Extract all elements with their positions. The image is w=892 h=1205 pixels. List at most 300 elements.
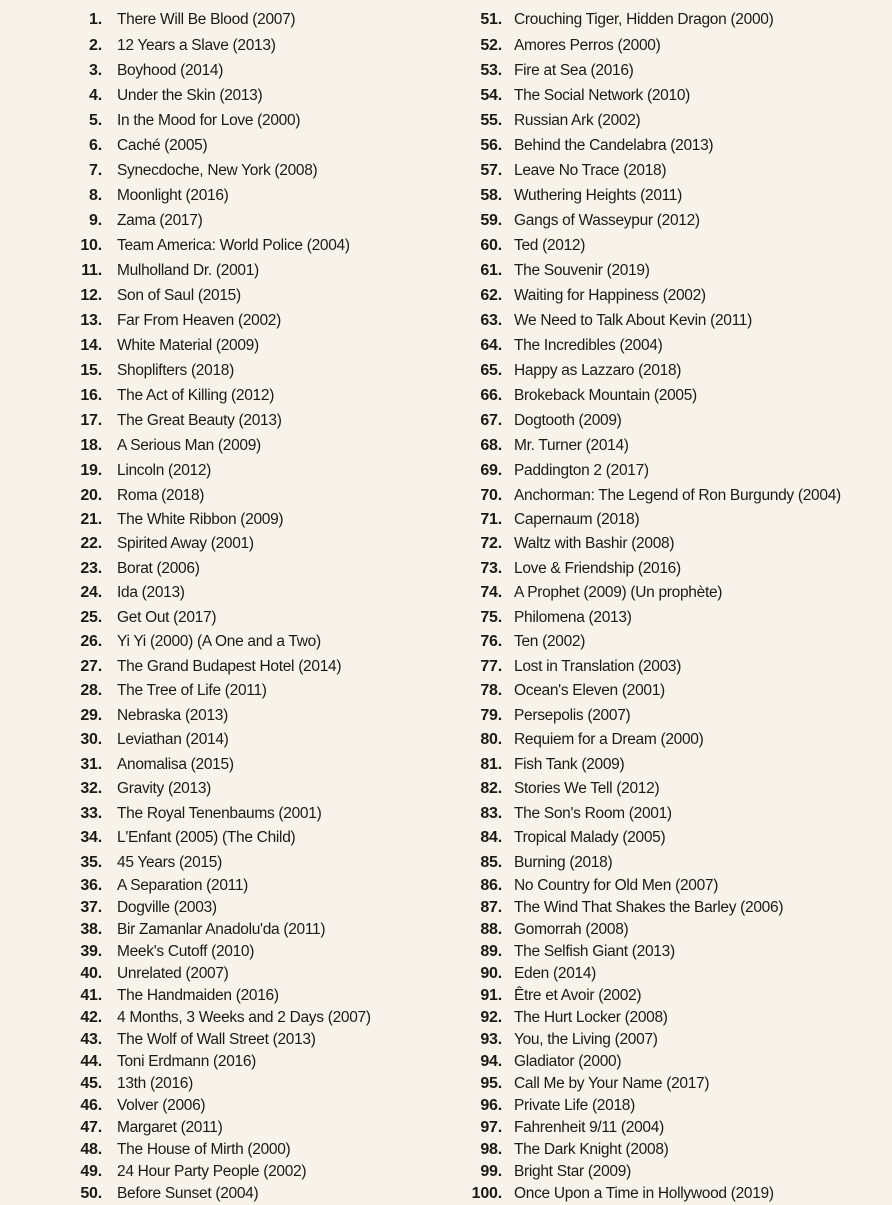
list-item [0,655,440,680]
film-rank: 15. [80,361,102,379]
film-rank: 63. [480,311,502,329]
film-rank: 49. [80,1163,102,1181]
list-item [0,333,440,358]
film-rank: 58. [480,186,502,204]
list-item [440,919,892,941]
film-title: The House of Mirth (2000) [117,1141,291,1159]
film-title: Meek's Cutoff (2010) [117,943,255,961]
film-title: Philomena (2013) [514,608,632,626]
film-title: Dogville (2003) [117,899,217,917]
film-rank: 31. [80,755,102,773]
list-item [0,1117,440,1139]
film-title: 4 Months, 3 Weeks and 2 Days (2007) [117,1009,371,1027]
film-title: A Prophet (2009) (Un prophète) [514,584,723,602]
film-rank: 7. [89,161,102,179]
film-title: 12 Years a Slave (2013) [117,36,276,54]
film-rank: 22. [80,535,102,553]
list-item [0,985,440,1007]
film-title: Waltz with Bashir (2008) [514,535,675,553]
film-title: Mulholland Dr. (2001) [117,261,259,279]
film-rank: 69. [480,461,502,479]
film-rank: 10. [80,236,102,254]
list-item [440,383,892,408]
film-title: Zama (2017) [117,211,203,229]
film-rank: 4. [89,86,102,104]
film-rank: 66. [480,386,502,404]
list-item [440,158,892,183]
film-rank: 97. [480,1119,502,1137]
list-item [0,33,440,58]
film-title: Fish Tank (2009) [514,755,625,773]
film-title: Get Out (2017) [117,608,217,626]
list-item [0,58,440,83]
film-title: Burning (2018) [514,853,613,871]
list-item [440,458,892,483]
film-rank: 28. [80,682,102,700]
film-title: Spirited Away (2001) [117,535,254,553]
film-rank: 6. [89,136,102,154]
film-rank: 45. [80,1075,102,1093]
film-title: Anchorman: The Legend of Ron Burgundy (2004) [514,486,841,504]
film-rank: 75. [480,608,502,626]
film-rank: 74. [480,584,502,602]
film-title: Leave No Trace (2018) [514,161,667,179]
film-rank: 2. [89,36,102,54]
film-title: Paddington 2 (2017) [514,461,649,479]
film-rank: 88. [480,921,502,939]
list-item [0,108,440,133]
list-item [440,963,892,985]
film-title: Bright Star (2009) [514,1163,631,1181]
film-title: White Material (2009) [117,336,259,354]
film-rank: 11. [81,261,102,279]
film-title: Behind the Candelabra (2013) [514,136,714,154]
film-rank: 13. [80,311,102,329]
list-item [0,433,440,458]
film-title: Russian Ark (2002) [514,111,641,129]
film-rank: 87. [480,899,502,917]
list-item [0,1183,440,1205]
film-list-column-right [440,8,892,1205]
list-item [0,258,440,283]
list-item [0,308,440,333]
list-item [440,1073,892,1095]
film-rank: 18. [80,436,102,454]
film-rank: 76. [480,633,502,651]
list-item [440,679,892,704]
film-title: Boyhood (2014) [117,61,224,79]
list-item [0,483,440,508]
film-title: Private Life (2018) [514,1097,635,1115]
film-rank: 39. [80,943,102,961]
list-item [440,233,892,258]
list-item [0,941,440,963]
film-title: Anomalisa (2015) [117,755,234,773]
film-rank: 93. [480,1031,502,1049]
film-rank: 99. [480,1163,502,1181]
film-title: The Royal Tenenbaums (2001) [117,804,322,822]
film-title: You, the Living (2007) [514,1031,658,1049]
film-rank: 25. [80,608,102,626]
film-title: The Dark Knight (2008) [514,1141,669,1159]
list-item [0,630,440,655]
film-rank: 19. [80,461,102,479]
film-title: Synecdoche, New York (2008) [117,161,318,179]
list-item [440,1161,892,1183]
film-title: Under the Skin (2013) [117,86,263,104]
list-item [440,777,892,802]
film-title: Fire at Sea (2016) [514,61,634,79]
film-title: The Social Network (2010) [514,86,690,104]
film-rank: 85. [480,853,502,871]
list-item [440,58,892,83]
film-rank: 89. [480,943,502,961]
film-title: Toni Erdmann (2016) [117,1053,257,1071]
film-rank: 56. [480,136,502,154]
film-rank: 40. [80,965,102,983]
list-item [0,1073,440,1095]
list-item [0,704,440,729]
list-item [440,133,892,158]
list-item [440,728,892,753]
film-title: A Serious Man (2009) [117,436,261,454]
film-title: Gangs of Wasseypur (2012) [514,211,700,229]
film-rank: 53. [480,61,502,79]
film-title: Wuthering Heights (2011) [514,186,682,204]
film-rank: 20. [80,486,102,504]
list-item [440,8,892,33]
film-title: Volver (2006) [117,1097,206,1115]
list-item [440,753,892,778]
film-rank: 86. [480,877,502,895]
film-title: Caché (2005) [117,136,208,154]
film-title: Ocean's Eleven (2001) [514,682,665,700]
film-rank: 32. [80,780,102,798]
list-item [0,875,440,897]
list-item [0,508,440,533]
list-item [440,183,892,208]
film-title: In the Mood for Love (2000) [117,111,301,129]
film-title: The Hurt Locker (2008) [514,1009,668,1027]
list-item [440,655,892,680]
film-rank: 72. [480,535,502,553]
list-item [0,183,440,208]
film-title: The Act of Killing (2012) [117,386,275,404]
film-title: The Incredibles (2004) [514,336,663,354]
list-item [440,83,892,108]
list-item [440,1183,892,1205]
list-item [440,108,892,133]
film-title: The Wolf of Wall Street (2013) [117,1031,316,1049]
film-rank: 62. [480,286,502,304]
film-title: We Need to Talk About Kevin (2011) [514,311,752,329]
list-item [440,532,892,557]
film-rank: 51. [480,11,502,28]
film-title: Requiem for a Dream (2000) [514,731,704,749]
film-rank: 9. [89,211,102,229]
film-title: The Son's Room (2001) [514,804,672,822]
list-item [440,483,892,508]
film-title: Stories We Tell (2012) [514,780,660,798]
film-rank: 48. [80,1141,102,1159]
film-rank: 65. [480,361,502,379]
film-title: The Selfish Giant (2013) [514,943,675,961]
film-title: Call Me by Your Name (2017) [514,1075,710,1093]
list-item [0,679,440,704]
film-rank: 44. [80,1053,102,1071]
list-item [440,1095,892,1117]
film-title: Brokeback Mountain (2005) [514,386,697,404]
film-rank: 61. [480,261,502,279]
film-title: A Separation (2011) [117,877,249,895]
film-title: There Will Be Blood (2007) [117,11,296,28]
film-title: Unrelated (2007) [117,965,229,983]
film-title: Borat (2006) [117,559,200,577]
film-title: Lincoln (2012) [117,461,212,479]
film-rank: 38. [80,921,102,939]
list-item [0,208,440,233]
film-rank: 90. [480,965,502,983]
film-rank: 96. [480,1097,502,1115]
film-title: Mr. Turner (2014) [514,436,629,454]
film-title: Dogtooth (2009) [514,411,622,429]
film-title: Roma (2018) [117,486,205,504]
list-item [0,753,440,778]
film-title: 45 Years (2015) [117,853,222,871]
film-title: Yi Yi (2000) (A One and a Two) [117,633,321,651]
film-rank: 12. [80,286,102,304]
film-rank: 21. [80,510,102,528]
film-title: The Wind That Shakes the Barley (2006) [514,899,784,917]
film-title: Once Upon a Time in Hollywood (2019) [514,1185,774,1203]
film-title: Gomorrah (2008) [514,921,629,939]
film-title: Fahrenheit 9/11 (2004) [514,1119,664,1137]
film-rank: 79. [480,706,502,724]
film-rank: 1. [89,11,102,28]
film-rank: 16. [80,386,102,404]
film-title: Gladiator (2000) [514,1053,622,1071]
list-item [440,283,892,308]
list-item [440,1139,892,1161]
list-item [0,383,440,408]
film-title: Tropical Malady (2005) [514,829,666,847]
list-item [440,897,892,919]
film-title: Son of Saul (2015) [117,286,241,304]
film-rank: 77. [480,657,502,675]
film-title: The Handmaiden (2016) [117,987,279,1005]
film-title: Love & Friendship (2016) [514,559,681,577]
list-item [0,83,440,108]
film-title: Waiting for Happiness (2002) [514,286,706,304]
list-item [0,233,440,258]
film-rank: 37. [80,899,102,917]
film-title: L'Enfant (2005) (The Child) [117,829,296,847]
list-item [440,630,892,655]
list-item [440,358,892,383]
film-title: Team America: World Police (2004) [117,236,350,254]
list-item [440,208,892,233]
list-item [440,985,892,1007]
list-item [0,826,440,851]
film-rank: 54. [480,86,502,104]
film-rank: 95. [480,1075,502,1093]
list-item [0,581,440,606]
film-rank: 100. [471,1185,502,1203]
film-title: Ted (2012) [514,236,586,254]
film-rank: 94. [480,1053,502,1071]
film-title: Ten (2002) [514,633,586,651]
film-rank: 36. [80,877,102,895]
list-item [0,1139,440,1161]
film-rank: 81. [480,755,502,773]
list-item [440,941,892,963]
film-title: 13th (2016) [117,1075,193,1093]
film-rank: 73. [480,559,502,577]
film-title: The Tree of Life (2011) [117,682,267,700]
film-title: Persepolis (2007) [514,706,631,724]
film-title: Leviathan (2014) [117,731,229,749]
film-rank: 42. [80,1009,102,1027]
film-title: The Grand Budapest Hotel (2014) [117,657,342,675]
film-rank: 59. [480,211,502,229]
film-rank: 60. [480,236,502,254]
film-rank: 33. [80,804,102,822]
film-title: Far From Heaven (2002) [117,311,281,329]
film-rank: 43. [80,1031,102,1049]
list-item [440,802,892,827]
film-rank: 68. [480,436,502,454]
film-title: Être et Avoir (2002) [514,987,642,1005]
film-title: Gravity (2013) [117,780,211,798]
film-title: No Country for Old Men (2007) [514,877,719,895]
film-rank: 14. [80,336,102,354]
film-rank: 41. [80,987,102,1005]
film-title: Ida (2013) [117,584,185,602]
film-title: The Great Beauty (2013) [117,411,282,429]
film-rank: 78. [480,682,502,700]
list-item [440,433,892,458]
film-title: Lost in Translation (2003) [514,657,682,675]
film-title: Before Sunset (2004) [117,1185,259,1203]
film-rank: 30. [80,731,102,749]
film-rank: 70. [480,486,502,504]
film-rank: 17. [80,411,102,429]
film-rank: 47. [80,1119,102,1137]
film-rank: 82. [480,780,502,798]
list-item [0,728,440,753]
list-item [440,875,892,897]
film-rank: 5. [89,111,102,129]
list-item [0,532,440,557]
film-title: Amores Perros (2000) [514,36,661,54]
film-rank: 71. [480,510,502,528]
list-item [0,802,440,827]
list-item [440,1051,892,1073]
film-rank: 46. [80,1097,102,1115]
film-title: Bir Zamanlar Anadolu'da (2011) [117,921,326,939]
list-item [0,408,440,433]
list-item [440,33,892,58]
list-item [0,963,440,985]
film-list-column-left [0,8,440,1205]
film-rank: 83. [480,804,502,822]
film-title: 24 Hour Party People (2002) [117,1163,307,1181]
film-rank: 34. [80,829,102,847]
list-item [0,283,440,308]
film-title: Eden (2014) [514,965,597,983]
film-title: Shoplifters (2018) [117,361,234,379]
film-title: The Souvenir (2019) [514,261,650,279]
film-title: Happy as Lazzaro (2018) [514,361,682,379]
film-rank: 27. [80,657,102,675]
list-item [440,1117,892,1139]
list-item [0,8,440,33]
film-rank: 80. [480,731,502,749]
list-item [0,1161,440,1183]
film-title: Moonlight (2016) [117,186,229,204]
list-item [0,919,440,941]
film-rank: 29. [80,706,102,724]
film-rank: 57. [480,161,502,179]
film-title: Nebraska (2013) [117,706,228,724]
list-item [440,408,892,433]
list-item [0,358,440,383]
list-item [440,1007,892,1029]
list-item [440,826,892,851]
list-item [0,1095,440,1117]
film-rank: 50. [80,1185,102,1203]
film-title: Capernaum (2018) [514,510,640,528]
film-rank: 91. [480,987,502,1005]
list-item [440,508,892,533]
list-item [0,1007,440,1029]
film-rank: 35. [80,853,102,871]
film-rank: 3. [89,61,102,79]
list-item [0,458,440,483]
film-rank: 92. [480,1009,502,1027]
list-item [0,1029,440,1051]
list-item [440,1029,892,1051]
film-rank: 23. [80,559,102,577]
list-item [0,897,440,919]
film-title: Margaret (2011) [117,1119,223,1137]
list-item [0,1051,440,1073]
list-item [0,133,440,158]
list-item [0,777,440,802]
list-item [440,557,892,582]
list-item [440,606,892,631]
list-item [440,308,892,333]
film-rank: 64. [480,336,502,354]
list-item [0,606,440,631]
list-item [0,851,440,876]
film-rank: 26. [80,633,102,651]
list-item [440,851,892,876]
film-title: Crouching Tiger, Hidden Dragon (2000) [514,11,774,28]
film-rank: 52. [480,36,502,54]
film-rank: 98. [480,1141,502,1159]
film-rank: 24. [80,584,102,602]
list-item [0,158,440,183]
film-rank: 8. [89,186,102,204]
list-item [440,704,892,729]
film-rank: 84. [480,829,502,847]
film-rank: 67. [480,411,502,429]
film-title: The White Ribbon (2009) [117,510,284,528]
list-item [0,557,440,582]
list-item [440,333,892,358]
list-item [440,258,892,283]
